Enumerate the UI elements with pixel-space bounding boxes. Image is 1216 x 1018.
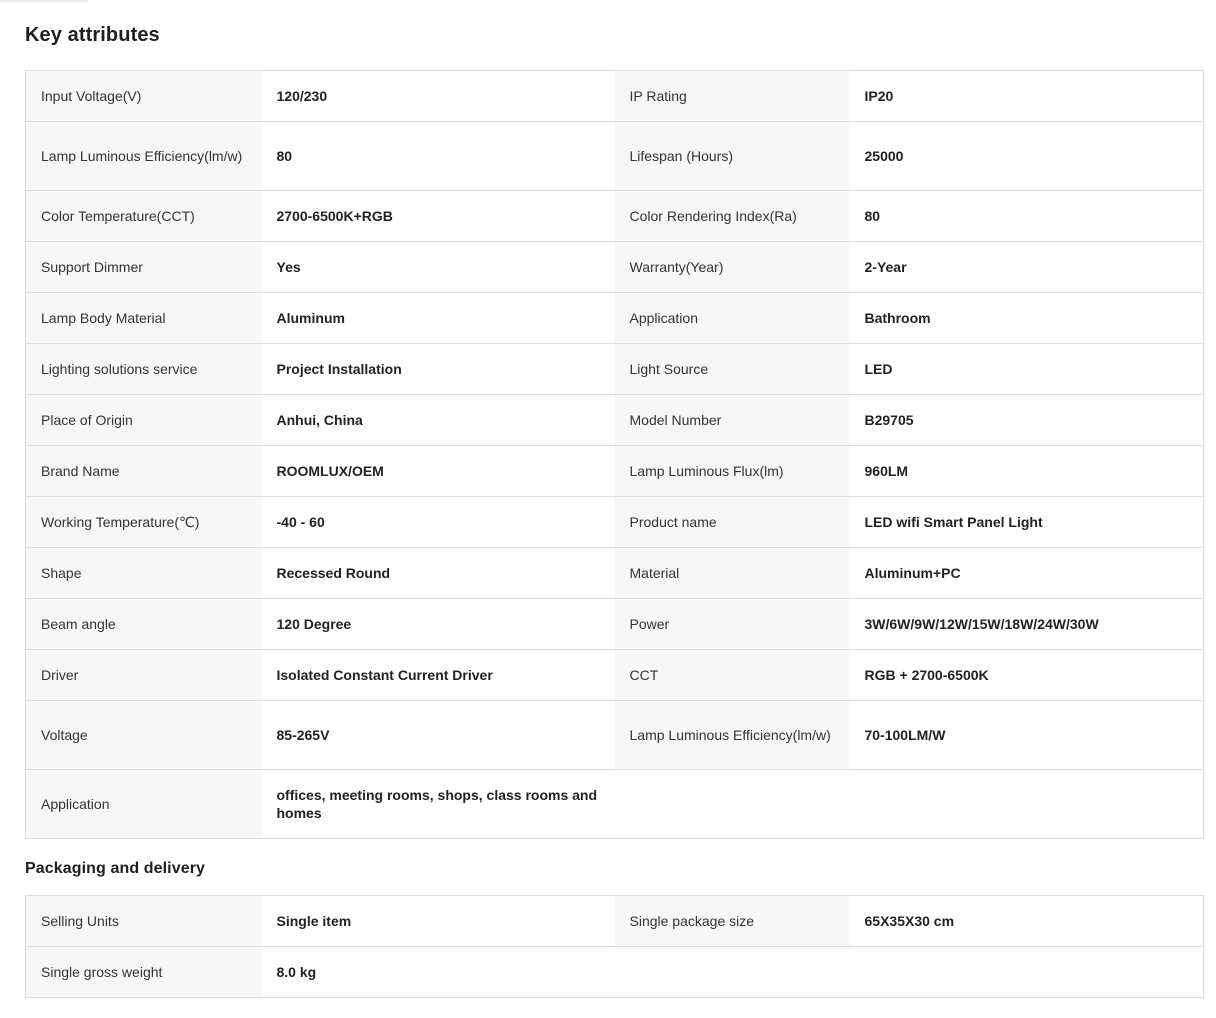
attribute-value: 80 bbox=[850, 191, 1204, 242]
attribute-value: 120/230 bbox=[262, 71, 615, 122]
attribute-row bbox=[26, 344, 1204, 395]
attribute-label: Driver bbox=[26, 650, 262, 701]
attribute-label: Single package size bbox=[615, 896, 850, 947]
attribute-label: Voltage bbox=[26, 701, 262, 770]
attribute-value: 8.0 kg bbox=[262, 947, 615, 998]
attribute-label: Power bbox=[615, 599, 850, 650]
attribute-value: 70-100LM/W bbox=[850, 701, 1204, 770]
attribute-value: Project Installation bbox=[262, 344, 615, 395]
attribute-value: Anhui, China bbox=[262, 395, 615, 446]
attribute-row bbox=[26, 947, 1204, 998]
attribute-value: Aluminum bbox=[262, 293, 615, 344]
attribute-value: 2700-6500K+RGB bbox=[262, 191, 615, 242]
attribute-value: 25000 bbox=[850, 122, 1204, 191]
attribute-label: Application bbox=[26, 770, 262, 839]
attribute-label: Lamp Luminous Efficiency(lm/w) bbox=[615, 701, 850, 770]
attribute-row bbox=[26, 242, 1204, 293]
attribute-row bbox=[26, 71, 1204, 122]
attribute-value: LED wifi Smart Panel Light bbox=[850, 497, 1204, 548]
attribute-label: Lamp Body Material bbox=[26, 293, 262, 344]
attribute-value: 2-Year bbox=[850, 242, 1204, 293]
key-attributes-title: Key attributes bbox=[25, 24, 160, 46]
attribute-row bbox=[26, 548, 1204, 599]
attribute-value: B29705 bbox=[850, 395, 1204, 446]
attribute-value: RGB + 2700-6500K bbox=[850, 650, 1204, 701]
attribute-label: Warranty(Year) bbox=[615, 242, 850, 293]
attribute-value: offices, meeting rooms, shops, class rooms and homes bbox=[262, 770, 615, 839]
attribute-label: Model Number bbox=[615, 395, 850, 446]
attribute-label: Support Dimmer bbox=[26, 242, 262, 293]
attribute-label: Shape bbox=[26, 548, 262, 599]
attribute-label: CCT bbox=[615, 650, 850, 701]
attribute-row bbox=[26, 395, 1204, 446]
attribute-row bbox=[26, 122, 1204, 191]
attribute-label: Product name bbox=[615, 497, 850, 548]
attribute-row bbox=[26, 650, 1204, 701]
attribute-label: Working Temperature(℃) bbox=[26, 497, 262, 548]
attribute-label: IP Rating bbox=[615, 71, 850, 122]
attribute-label: Color Rendering Index(Ra) bbox=[615, 191, 850, 242]
attribute-value: Yes bbox=[262, 242, 615, 293]
attribute-label: Light Source bbox=[615, 344, 850, 395]
attribute-row bbox=[26, 191, 1204, 242]
attribute-value: Isolated Constant Current Driver bbox=[262, 650, 615, 701]
attribute-row bbox=[26, 896, 1204, 947]
attribute-label: Lifespan (Hours) bbox=[615, 122, 850, 191]
attribute-label: Color Temperature(CCT) bbox=[26, 191, 262, 242]
attribute-value: 80 bbox=[262, 122, 615, 191]
attribute-value: 3W/6W/9W/12W/15W/18W/24W/30W bbox=[850, 599, 1204, 650]
attribute-label: Application bbox=[615, 293, 850, 344]
attribute-row bbox=[26, 446, 1204, 497]
attribute-label: Lighting solutions service bbox=[26, 344, 262, 395]
attribute-value: 960LM bbox=[850, 446, 1204, 497]
empty-cell bbox=[615, 770, 850, 839]
attribute-value: 120 Degree bbox=[262, 599, 615, 650]
attribute-value: IP20 bbox=[850, 71, 1204, 122]
attribute-label: Brand Name bbox=[26, 446, 262, 497]
empty-cell bbox=[850, 947, 1204, 998]
key-attributes-table bbox=[25, 70, 1204, 839]
attribute-value: LED bbox=[850, 344, 1204, 395]
attribute-value: Aluminum+PC bbox=[850, 548, 1204, 599]
attribute-label: Input Voltage(V) bbox=[26, 71, 262, 122]
attribute-value: Recessed Round bbox=[262, 548, 615, 599]
empty-cell bbox=[850, 770, 1204, 839]
attribute-label: Lamp Luminous Flux(lm) bbox=[615, 446, 850, 497]
attribute-row bbox=[26, 497, 1204, 548]
attribute-label: Single gross weight bbox=[26, 947, 262, 998]
attribute-row bbox=[26, 701, 1204, 770]
attribute-label: Material bbox=[615, 548, 850, 599]
attribute-label: Lamp Luminous Efficiency(lm/w) bbox=[26, 122, 262, 191]
packaging-title: Packaging and delivery bbox=[25, 860, 206, 877]
attribute-row bbox=[26, 599, 1204, 650]
attribute-value: 65X35X30 cm bbox=[850, 896, 1204, 947]
attribute-row bbox=[26, 770, 1204, 839]
attribute-row bbox=[26, 293, 1204, 344]
packaging-table bbox=[25, 895, 1204, 998]
attribute-label: Place of Origin bbox=[26, 395, 262, 446]
attribute-value: Bathroom bbox=[850, 293, 1204, 344]
attribute-value: ROOMLUX/OEM bbox=[262, 446, 615, 497]
attribute-value: 85-265V bbox=[262, 701, 615, 770]
attribute-label: Selling Units bbox=[26, 896, 262, 947]
attribute-value: -40 - 60 bbox=[262, 497, 615, 548]
empty-cell bbox=[615, 947, 850, 998]
top-divider bbox=[0, 0, 88, 2]
attribute-label: Beam angle bbox=[26, 599, 262, 650]
attribute-value: Single item bbox=[262, 896, 615, 947]
